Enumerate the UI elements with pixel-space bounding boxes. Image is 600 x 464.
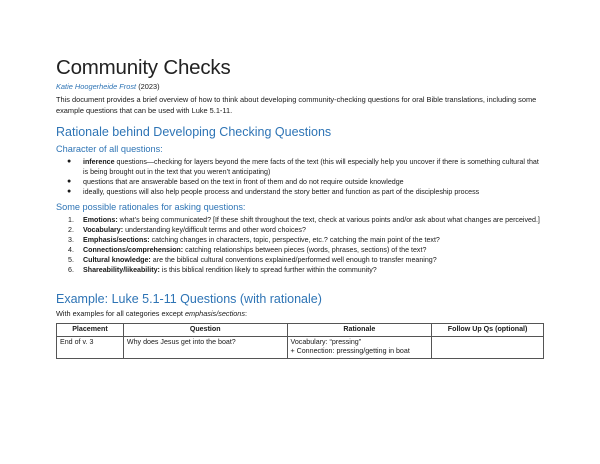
table-header-row — [57, 324, 544, 337]
followup-cell — [432, 336, 544, 358]
example-heading: Example: Luke 5.1-11 Questions (with rationale) — [56, 292, 322, 306]
author-name: Katie Hoogerheide Frost — [56, 82, 137, 91]
byline — [56, 82, 544, 92]
rationale-heading: Rationale behind Developing Checking Questions — [56, 125, 332, 139]
bullet-icon: ● — [67, 188, 72, 195]
question-cell: Why does Jesus get into the boat? — [123, 336, 287, 358]
placement-cell: End of v. 3 — [57, 336, 124, 358]
bullet-icon: ● — [67, 178, 72, 185]
list-item: 2. Vocabulary: understanding key/difficult terms and other word choices? — [68, 226, 306, 234]
list-item: 3. Emphasis/sections: catching changes in characters, topic, perspective, etc.? catching the main point of the text? — [68, 236, 440, 244]
rationales-list — [56, 215, 544, 275]
bullet-icon: ● — [67, 158, 72, 165]
list-item: 1. Emotions: what’s being communicated? [If these shift throughout the text, check at various points and/or ask about what changes are perceived.] — [68, 216, 540, 224]
list-item: ● ideally, questions will also help people process and understand the story better and function as part of the discipleship process — [67, 188, 480, 196]
character-list — [56, 157, 544, 197]
column-header: Question — [123, 324, 287, 337]
list-item: ● inference questions—checking for layers beyond the mere facts of the text (this will especially help you uncover if there is something cultural that is being brought out in the text that you weren’t anticipating) — [67, 158, 539, 176]
example-note: With examples for all categories except emphasis/sections: — [56, 309, 248, 318]
document-title: Community Checks — [56, 56, 231, 79]
list-item: ● questions that are answerable based on the text in front of them and do not require outside knowledge — [67, 178, 404, 186]
list-item: 5. Cultural knowledge: are the biblical cultural conventions explained/performed well enough to transfer meaning? — [68, 256, 437, 264]
rationales-heading: Some possible rationales for asking questions: — [56, 202, 246, 212]
publication-year: (2023) — [138, 82, 160, 91]
column-header: Follow Up Qs (optional) — [432, 324, 544, 337]
column-header: Placement — [57, 324, 124, 337]
questions-table — [56, 323, 544, 359]
column-header: Rationale — [287, 324, 432, 337]
intro-paragraph: This document provides a brief overview of how to think about developing community-checking questions for oral Bible translations, including some example questions that can be used with Luke 5.1-11. — [56, 95, 537, 115]
rationale-cell: Vocabulary: “pressing” + Connection: pressing/getting in boat — [287, 336, 432, 358]
table-row — [57, 336, 544, 358]
character-heading: Character of all questions: — [56, 144, 163, 154]
list-item: 6. Shareability/likeability: is this biblical rendition likely to spread further within the community? — [68, 266, 377, 274]
list-item: 4. Connections/comprehension: catching relationships between pieces (words, phrases, sections) of the text? — [68, 246, 427, 254]
